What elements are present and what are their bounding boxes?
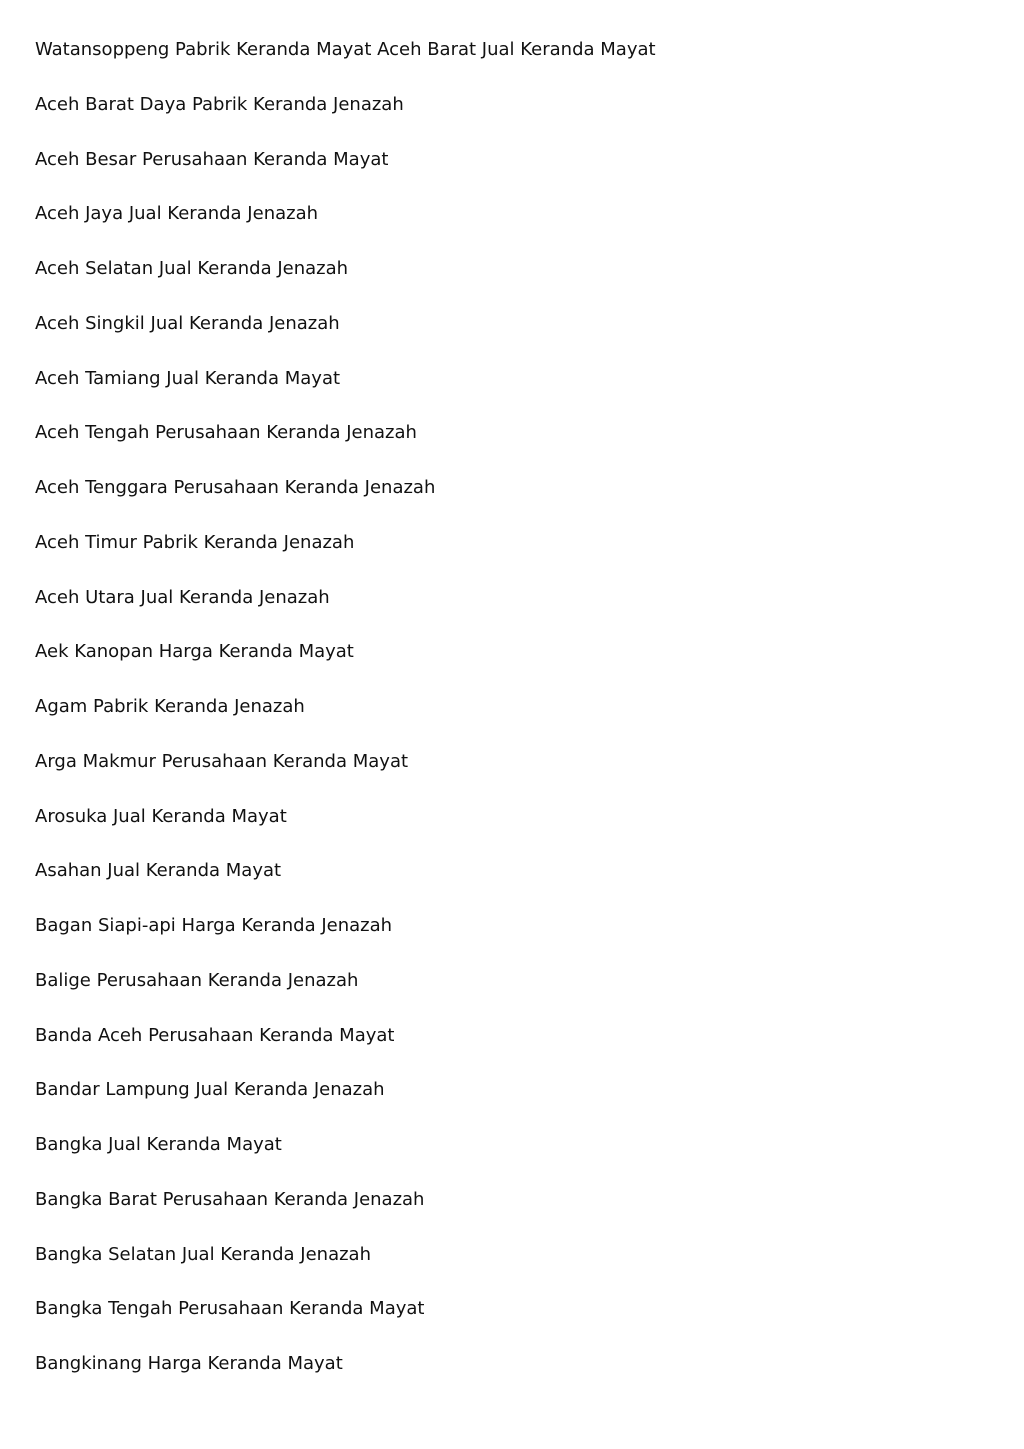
list-item: Aceh Barat Daya Pabrik Keranda Jenazah: [35, 93, 404, 115]
list-item: Aceh Timur Pabrik Keranda Jenazah: [35, 531, 355, 553]
list-item: Bangka Barat Perusahaan Keranda Jenazah: [35, 1188, 425, 1210]
list-item: Banda Aceh Perusahaan Keranda Mayat: [35, 1024, 395, 1046]
list-item: Bandar Lampung Jual Keranda Jenazah: [35, 1079, 385, 1101]
list-item: Arga Makmur Perusahaan Keranda Mayat: [35, 750, 409, 772]
list-item: Aceh Utara Jual Keranda Jenazah: [35, 586, 330, 608]
list-item: Aceh Tamiang Jual Keranda Mayat: [35, 367, 341, 389]
list-item: Bangka Selatan Jual Keranda Jenazah: [35, 1243, 371, 1265]
list-item: Aceh Singkil Jual Keranda Jenazah: [35, 312, 340, 334]
entry-list: [35, 36, 656, 1405]
list-item: Arosuka Jual Keranda Mayat: [35, 805, 287, 827]
list-item: Aceh Selatan Jual Keranda Jenazah: [35, 258, 349, 279]
list-item: Aceh Tengah Perusahaan Keranda Jenazah: [35, 422, 417, 444]
list-item: Agam Pabrik Keranda Jenazah: [35, 696, 305, 717]
list-item: Watansoppeng Pabrik Keranda Mayat Aceh Barat Jual Keranda Mayat: [35, 39, 656, 60]
list-item: Aceh Tenggara Perusahaan Keranda Jenazah: [35, 477, 436, 498]
list-item: Bangkinang Harga Keranda Mayat: [35, 1353, 343, 1374]
list-item: Bangka Jual Keranda Mayat: [35, 1134, 282, 1155]
list-item: Aceh Besar Perusahaan Keranda Mayat: [35, 148, 389, 170]
list-item: Asahan Jual Keranda Mayat: [35, 860, 282, 882]
list-item: Balige Perusahaan Keranda Jenazah: [35, 969, 359, 991]
list-item: Aceh Jaya Jual Keranda Jenazah: [35, 203, 319, 225]
list-item: Aek Kanopan Harga Keranda Mayat: [35, 641, 354, 663]
list-item: Bangka Tengah Perusahaan Keranda Mayat: [35, 1298, 425, 1320]
list-item: Bagan Siapi-api Harga Keranda Jenazah: [35, 915, 393, 936]
